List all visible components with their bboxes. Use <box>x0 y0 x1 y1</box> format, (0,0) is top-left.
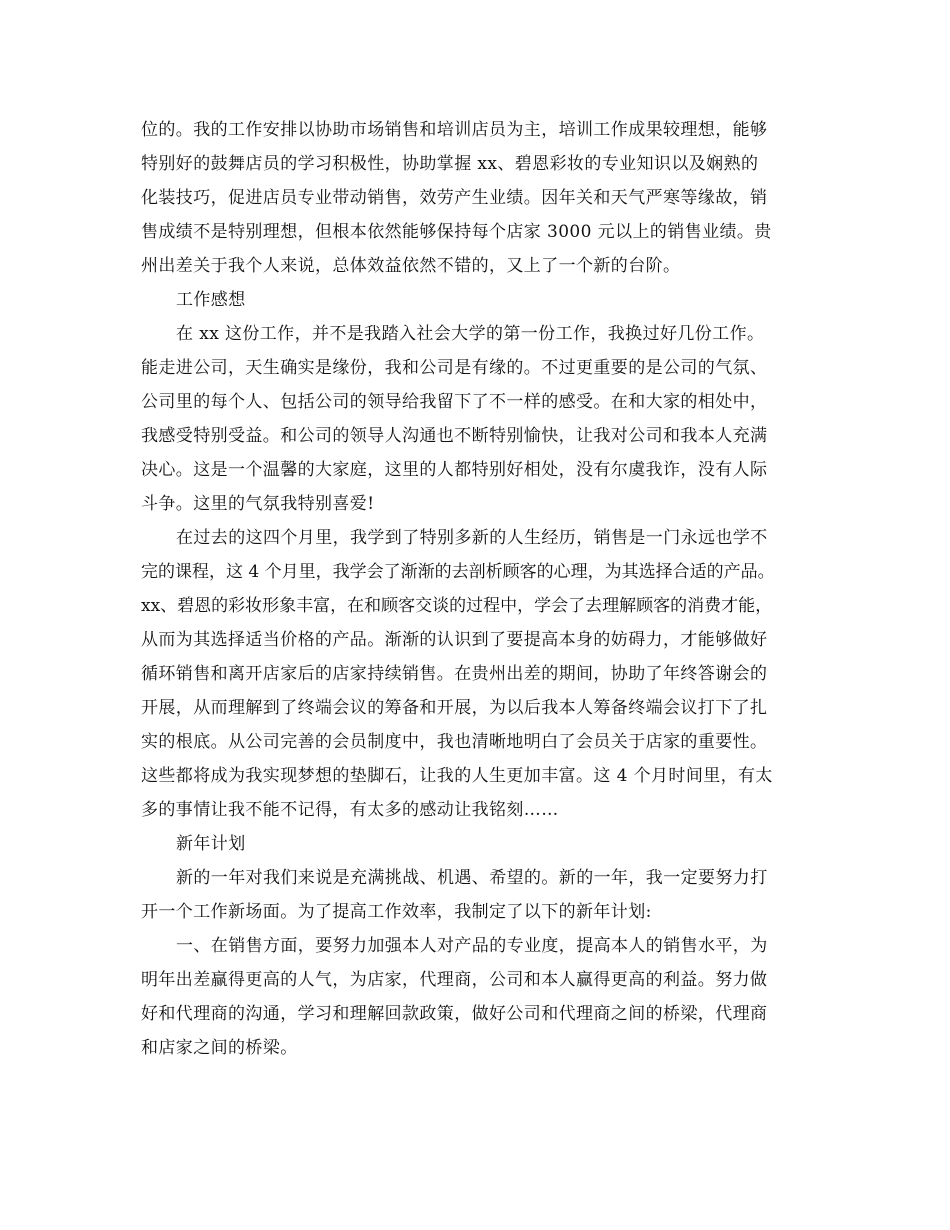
text-line: 开一个工作新场面。为了提高工作效率，我制定了以下的新年计划: <box>141 902 652 922</box>
paragraph <box>141 113 830 283</box>
text-line: 这些都将成为我实现梦想的垫脚石，让我的人生更加丰富。这 4 个月时间里，有太 <box>141 766 773 786</box>
text-line: 特别好的鼓舞店员的学习积极性，协助掌握 xx、碧恩彩妆的专业知识以及娴熟的 <box>141 154 759 174</box>
text-line: 决心。这是一个温馨的大家庭，这里的人都特别好相处，没有尔虞我诈，没有人际 <box>141 460 768 480</box>
text-line: 我感受特别受益。和公司的领导人沟通也不断特别愉快，让我对公司和我本人充满 <box>141 426 768 446</box>
text-line: 循环销售和离开店家后的店家持续销售。在贵州出差的期间，协助了年终答谢会的 <box>141 664 768 684</box>
text-line: 斗争。这里的气氛我特别喜爱! <box>141 494 375 514</box>
text-line: 在过去的这四个月里，我学到了特别多新的人生经历，销售是一门永远也学不 <box>176 528 768 548</box>
text-line: 售成绩不是特别理想，但根本依然能够保持每个店家 3000 元以上的销售业绩。贵 <box>141 222 772 242</box>
section-heading-text: 工作感想 <box>176 290 246 310</box>
text-line: 从而为其选择适当价格的产品。渐渐的认识到了要提高本身的妨碍力，才能够做好 <box>141 630 768 650</box>
text-line: 一、在销售方面，要努力加强本人对产品的专业度，提高本人的销售水平，为 <box>176 936 768 956</box>
section-heading <box>141 283 830 317</box>
paragraph <box>141 861 830 929</box>
text-line: 能走进公司，天生确实是缘份，我和公司是有缘的。不过更重要的是公司的气氛、 <box>141 358 768 378</box>
text-line: 位的。我的工作安排以协助市场销售和培训店员为主，培训工作成果较理想，能够 <box>141 120 768 140</box>
text-line: 公司里的每个人、包括公司的领导给我留下了不一样的感受。在和大家的相处中， <box>141 392 768 412</box>
text-line: 多的事情让我不能不记得，有太多的感动让我铭刻…… <box>141 800 559 820</box>
text-line: 和店家之间的桥梁。 <box>141 1038 298 1058</box>
text-line: 明年出差赢得更高的人气，为店家，代理商，公司和本人赢得更高的利益。努力做 <box>141 970 768 990</box>
text-line: 实的根底。从公司完善的会员制度中，我也清晰地明白了会员关于店家的重要性。 <box>141 732 768 752</box>
text-line: 州出差关于我个人来说，总体效益依然不错的，又上了一个新的台阶。 <box>141 256 681 276</box>
text-line: 在 xx 这份工作，并不是我踏入社会大学的第一份工作，我换过好几份工作。 <box>176 324 765 344</box>
text-line: xx、碧恩的彩妆形象丰富，在和顾客交谈的过程中，学会了去理解顾客的消费才能， <box>141 596 773 616</box>
text-line: 完的课程，这 4 个月里，我学会了渐渐的去剖析顾客的心理，为其选择合适的产品。 <box>141 562 775 582</box>
text-line: 化装技巧，促进店员专业带动销售，效劳产生业绩。因年关和天气严寒等缘故，销 <box>141 188 768 208</box>
paragraph <box>141 929 830 1065</box>
paragraph <box>141 317 830 521</box>
text-line: 好和代理商的沟通，学习和理解回款政策，做好公司和代理商之间的桥梁，代理商 <box>141 1004 768 1024</box>
section-heading-text: 新年计划 <box>176 834 246 854</box>
text-line: 新的一年对我们来说是充满挑战、机遇、希望的。新的一年，我一定要努力打 <box>176 868 768 888</box>
paragraph <box>141 521 830 827</box>
text-line: 开展，从而理解到了终端会议的筹备和开展，为以后我本人筹备终端会议打下了扎 <box>141 698 768 718</box>
section-heading <box>141 827 830 861</box>
